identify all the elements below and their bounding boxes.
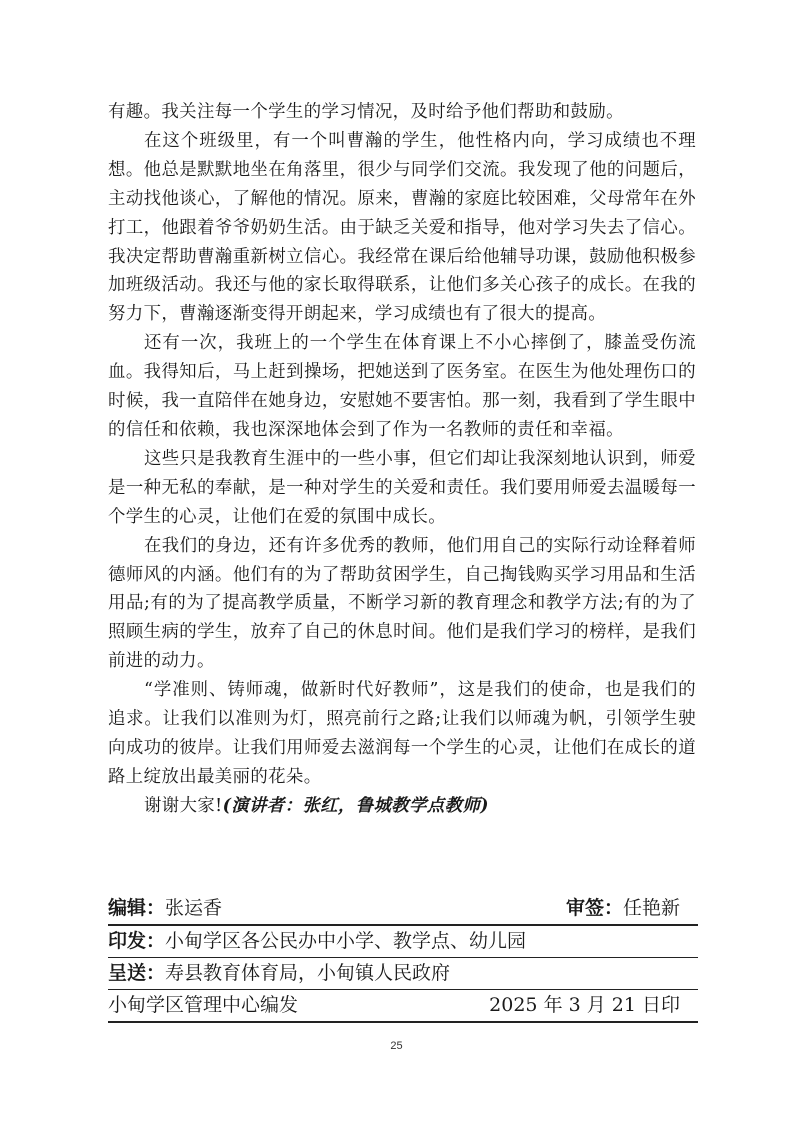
print-date: 2025 年 3 月 21 日印 xyxy=(489,994,680,1016)
reviewer-label: 审签 xyxy=(565,897,604,919)
page-number: 25 xyxy=(390,1040,403,1052)
editor-name: 张运香 xyxy=(165,897,223,919)
speech-body xyxy=(108,98,696,821)
send-label: 呈送 xyxy=(108,962,147,984)
publication-footer xyxy=(108,893,698,1023)
publisher-name: 小甸学区管理中心编发 xyxy=(108,994,299,1016)
footer-publisher-row xyxy=(108,990,698,1023)
paragraph-cao-han-story: 在这个班级里，有一个叫曹瀚的学生，他性格内向，学习成绩也不理想。他总是默默地坐在角落里，很少与同学们交流。我发现了他的问题后，主动找他谈心，了解他的情况。原来，曹瀚的家庭比较困难，父母常年在外打工，他跟着爷爷奶奶生活。由于缺乏关爱和指导，他对学习失去了信心。我决定帮助曹瀚重新树立信心。我经常在课后给他辅导功课，鼓励他积极参加班级活动。我还与他的家长取得联系，让他们多关心孩子的成长。在我的努力下，曹瀚逐渐变得开朗起来，学习成绩也有了很大的提高。 xyxy=(108,130,696,325)
reviewer-name: 任艳新 xyxy=(622,897,680,919)
paragraph-continuation: 有趣。我关注每一个学生的学习情况，及时给予他们帮助和鼓励。 xyxy=(108,102,624,122)
footer-submit-row: 呈送：寿县教育体育局，小甸镇人民政府 xyxy=(108,958,698,990)
closing-line xyxy=(108,792,696,821)
thanks-text: 谢谢大家! xyxy=(144,795,223,816)
paragraph-reflection: 这些只是我教育生涯中的一些小事，但它们却让我深刻地认识到，师爱是一种无私的奉献，是一种对学生的关爱和责任。我们要用师爱去温暖每一个学生的心灵，让他们在爱的氛围中成长。 xyxy=(108,448,696,527)
footer-distribution-row: 印发：小甸学区各公民办中小学、教学点、幼儿园 xyxy=(108,926,698,958)
paragraph-injured-student: 还有一次，我班上的一个学生在体育课上不小心摔倒了，膝盖受伤流血。我得知后，马上赶到操场，把她送到了医务室。在医生为他处理伤口的时候，我一直陪伴在她身边，安慰她不要害怕。那一刻，我看到了学生眼中的信任和依赖，我也深深地体会到了作为一名教师的责任和幸福。 xyxy=(108,333,696,440)
footer-editor-row: 编辑：张运香 审签：任艳新 xyxy=(108,893,698,926)
print-label: 印发 xyxy=(108,930,147,952)
paragraph-mission: “学准则、铸师魂，做新时代好教师”，这是我们的使命，也是我们的追求。让我们以准则为灯，照亮前行之路;让我们以师魂为帆，引领学生驶向成功的彼岸。让我们用师爱去滋润每一个学生的心灵，让他们在成长的道路上绽放出最美丽的花朵。 xyxy=(108,680,696,787)
reviewer-block: 审签：任艳新 xyxy=(565,897,680,919)
editor-label: 编辑 xyxy=(108,897,147,919)
speaker-credit: (演讲者：张红，鲁城教学点教师) xyxy=(222,795,489,816)
print-recipients: 小甸学区各公民办中小学、教学点、幼儿园 xyxy=(165,930,527,952)
send-recipients: 寿县教育体育局，小甸镇人民政府 xyxy=(165,962,451,984)
paragraph-exemplary-teachers: 在我们的身边，还有许多优秀的教师，他们用自己的实际行动诠释着师德师风的内涵。他们有的为了帮助贫困学生，自己掏钱购买学习用品和生活用品;有的为了提高教学质量，不断学习新的教育理念和教学方法;有的为了照顾生病的学生，放弃了自己的休息时间。他们是我们学习的榜样，是我们前进的动力。 xyxy=(108,535,696,672)
